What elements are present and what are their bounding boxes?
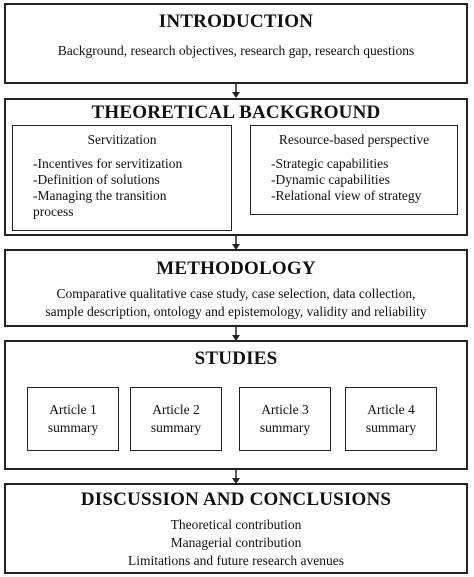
theoretical-background-heading: THEORETICAL BACKGROUND (91, 102, 381, 123)
methodology-line: sample description, ontology and epistemology, validity and reliability (45, 304, 427, 319)
studies-heading: STUDIES (194, 348, 278, 369)
discussion-box (4, 483, 468, 574)
servitization-title: Servitization (87, 132, 157, 147)
article-summary: summary (47, 420, 99, 435)
introduction-box (4, 3, 468, 84)
servitization-item: -Incentives for servitization (33, 156, 183, 171)
methodology-line: Comparative qualitative case study, case selection, data collection, (56, 286, 416, 301)
resource-based-item: -Relational view of strategy (271, 188, 422, 203)
article-2-box (130, 387, 222, 451)
article-3-box (239, 387, 331, 451)
article-summary: summary (259, 420, 311, 435)
article-title: Article 2 (152, 402, 200, 417)
theoretical-background-box (4, 98, 468, 236)
servitization-item: -Managing the transition (33, 188, 167, 203)
introduction-text: Background, research objectives, research gap, research questions (57, 43, 415, 58)
arrow-down-icon (231, 83, 241, 99)
methodology-box (4, 249, 468, 327)
servitization-box (12, 125, 232, 231)
article-title: Article 1 (49, 402, 97, 417)
article-summary: summary (365, 420, 417, 435)
resource-based-box (250, 125, 458, 215)
studies-box (4, 340, 468, 470)
servitization-item: process (33, 204, 74, 219)
discussion-line: Theoretical contribution (170, 517, 302, 532)
article-title: Article 3 (261, 402, 309, 417)
article-1-box (27, 387, 119, 451)
resource-based-title: Resource-based perspective (278, 132, 430, 147)
introduction-heading: INTRODUCTION (158, 11, 314, 32)
methodology-heading: METHODOLOGY (156, 258, 316, 279)
discussion-line: Managerial contribution (170, 535, 302, 550)
article-summary: summary (150, 420, 202, 435)
article-4-box (345, 387, 437, 451)
servitization-item: -Definition of solutions (33, 172, 160, 187)
article-title: Article 4 (367, 402, 415, 417)
discussion-heading: DISCUSSION AND CONCLUSIONS (80, 489, 392, 510)
resource-based-item: -Dynamic capabilities (271, 172, 390, 187)
discussion-line: Limitations and future research avenues (128, 553, 344, 568)
resource-based-item: -Strategic capabilities (271, 156, 389, 171)
